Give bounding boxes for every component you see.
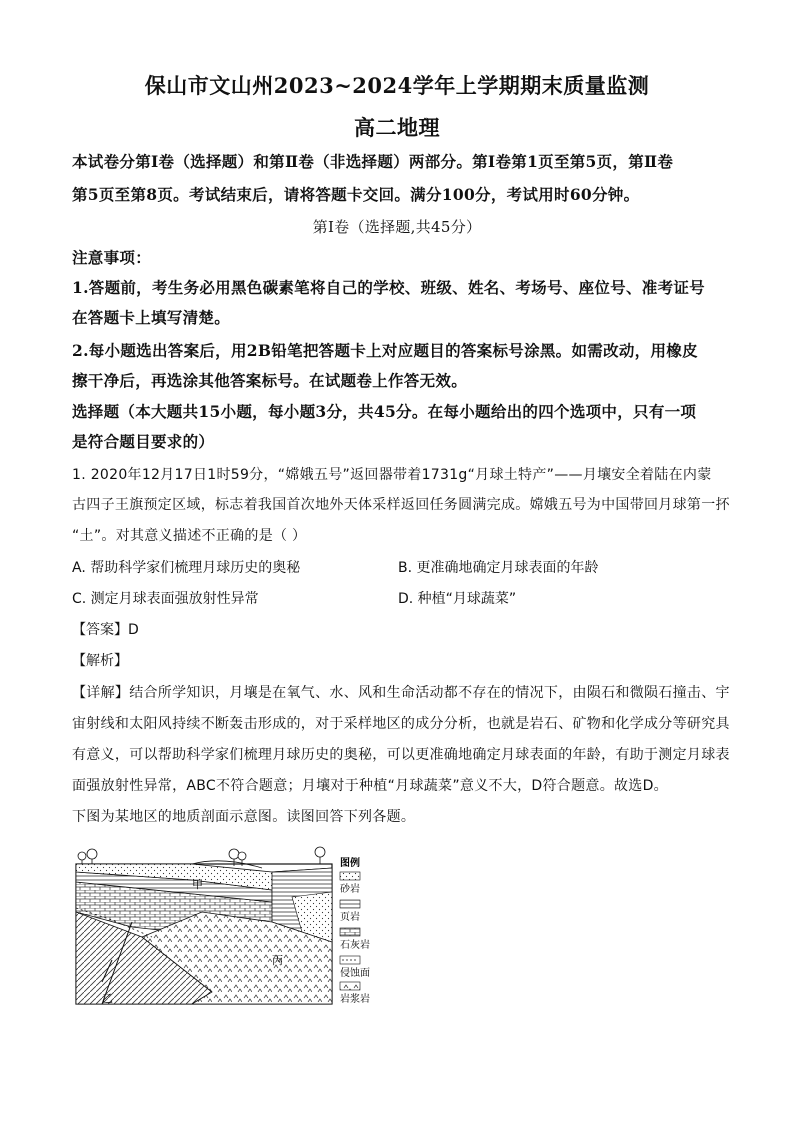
legend-label-sandstone: 砂岩	[340, 884, 360, 895]
section-title: 第Ⅰ卷（选择题,共45分）	[312, 218, 482, 236]
exam-subject: 高二地理	[354, 115, 440, 140]
q1-option-c: C. 测定月球表面强放射性异常	[72, 591, 259, 607]
notes-heading: 注意事项：	[72, 248, 152, 267]
q1-analysis-tag: 【解析】	[72, 653, 128, 669]
mc-intro-line-2: 是符合题目要求的）	[72, 432, 215, 451]
mc-intro-line-1: 选择题（本大题共15小题，每小题3分，共45分。在每小题给出的四个选项中，只有一项	[72, 402, 697, 421]
figure-intro: 下图为某地区的地质剖面示意图。读图回答下列各题。	[72, 809, 416, 825]
legend-title: 图例	[340, 858, 360, 869]
legend-swatch-limestone	[340, 928, 360, 936]
q1-option-a: A. 帮助科学家们梳理月球历史的奥秘	[72, 560, 301, 576]
notes-line-1: 1.答题前，考生务必用黑色碳素笔将自己的学校、班级、姓名、考场号、座位号、准考证号	[72, 278, 705, 297]
legend-label-igneous: 岩浆岩	[340, 994, 370, 1005]
legend-label-shale: 页岩	[340, 912, 360, 923]
legend-label-limestone: 石灰岩	[340, 940, 370, 951]
q1-stem-line-3: “土”。对其意义描述不正确的是（ ）	[72, 528, 307, 544]
notes-line-2: 在答题卡上填写清楚。	[72, 308, 231, 327]
q1-option-d: D. 种植“月球蔬菜”	[398, 591, 517, 607]
legend-label-erosion: 侵蚀面	[340, 968, 370, 979]
q1-detail-line-4: 面强放射性异常，ABC不符合题意；月壤对于种植“月球蔬菜”意义不大，D符合题意。故选D。	[72, 778, 668, 794]
label-yi: 乙	[102, 992, 113, 1005]
q1-answer: 【答案】D	[72, 622, 139, 638]
legend-swatch-shale	[340, 900, 360, 908]
geologic-section-figure	[72, 842, 372, 1010]
exam-title: 保山市文山州2023~2024学年上学期期末质量监测	[144, 73, 650, 98]
q1-stem-line-2: 古四子王旗预定区域，标志着我国首次地外天体采样返回任务圆满完成。嫦娥五号为中国带回月球第一抔	[72, 497, 730, 513]
q1-stem-line-1: 1. 2020年12月17日1时59分，“嫦娥五号”返回器带着1731g“月球土特产”——月壤安全着陆在内蒙	[72, 467, 712, 483]
q1-detail-line-1: 【详解】结合所学知识，月壤是在氧气、水、风和生命活动都不存在的情况下，由陨石和微陨石撞击、宇	[72, 685, 730, 701]
q1-option-b: B. 更准确地确定月球表面的年龄	[398, 560, 599, 576]
legend-swatch-sandstone	[340, 872, 360, 880]
legend-swatch-igneous	[340, 982, 360, 990]
label-jia: 甲	[192, 878, 203, 891]
intro-line-1: 本试卷分第Ⅰ卷（选择题）和第Ⅱ卷（非选择题）两部分。第Ⅰ卷第1页至第5页，第Ⅱ卷	[72, 152, 674, 171]
notes-line-4: 擦干净后，再选涂其他答案标号。在试题卷上作答无效。	[72, 371, 468, 390]
q1-detail-line-3: 有意义，可以帮助科学家们梳理月球历史的奥秘，可以更准确地确定月球表面的年龄，有助于测定月球表	[72, 747, 730, 763]
notes-line-3: 2.每小题选出答案后，用2B铅笔把答题卡上对应题目的答案标号涂黑。如需改动，用橡皮	[72, 341, 698, 360]
label-bing: 丙	[272, 954, 283, 967]
legend	[340, 856, 370, 1005]
q1-detail-line-2: 宙射线和太阳风持续不断轰击形成的，对于采样地区的成分分析，也就是岩石、矿物和化学成分等研究具	[72, 716, 730, 732]
intro-line-2: 第5页至第8页。考试结束后，请将答题卡交回。满分100分，考试用时60分钟。	[72, 185, 640, 204]
